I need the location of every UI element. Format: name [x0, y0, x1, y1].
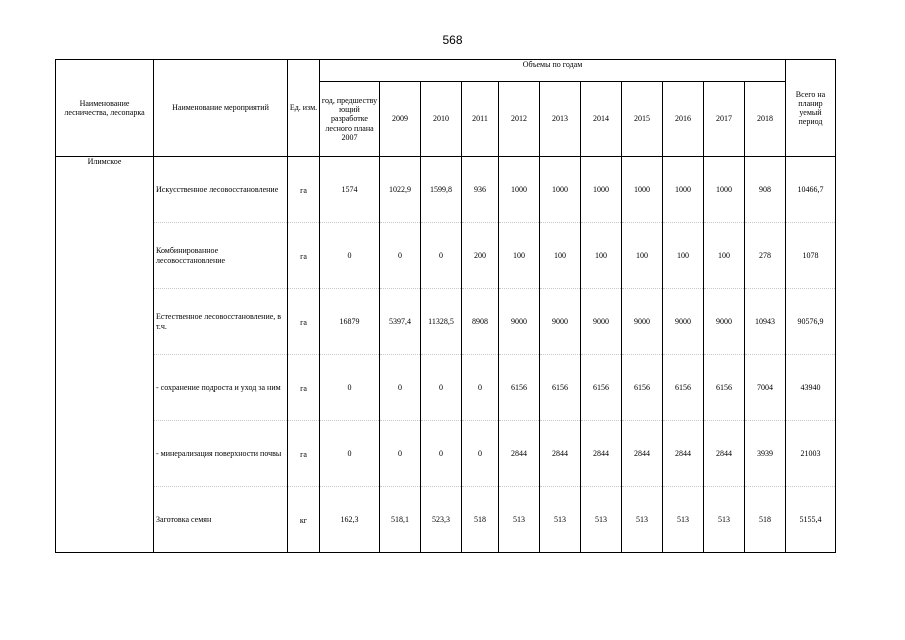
value-cell: 513 [622, 487, 663, 553]
header-total: Всего на планир уемый период [786, 60, 836, 157]
value-cell: 518,1 [380, 487, 421, 553]
header-year: 2016 [663, 82, 704, 157]
value-cell: 2844 [581, 421, 622, 487]
value-cell: 0 [320, 421, 380, 487]
value-cell: 2844 [540, 421, 581, 487]
value-cell: 0 [380, 223, 421, 289]
total-cell: 90576,9 [786, 289, 836, 355]
value-cell: 6156 [704, 355, 745, 421]
value-cell: 1599,8 [421, 157, 462, 223]
value-cell: 1000 [663, 157, 704, 223]
value-cell: 0 [421, 421, 462, 487]
unit-cell: кг [288, 487, 320, 553]
table-row [56, 487, 836, 553]
value-cell: 513 [499, 487, 540, 553]
value-cell: 0 [380, 355, 421, 421]
value-cell: 1022,9 [380, 157, 421, 223]
value-cell: 9000 [581, 289, 622, 355]
value-cell: 6156 [581, 355, 622, 421]
value-cell: 6156 [499, 355, 540, 421]
header-year: год, предшеству ющий разработке лесного плана 2007 [320, 82, 380, 157]
value-cell: 2844 [499, 421, 540, 487]
value-cell: 9000 [622, 289, 663, 355]
header-year: 2012 [499, 82, 540, 157]
header-year: 2011 [462, 82, 499, 157]
value-cell: 908 [745, 157, 786, 223]
value-cell: 9000 [663, 289, 704, 355]
value-cell: 100 [663, 223, 704, 289]
value-cell: 2844 [663, 421, 704, 487]
header-volumes-by-year: Объемы по годам [320, 60, 786, 82]
value-cell: 9000 [704, 289, 745, 355]
value-cell: 1000 [499, 157, 540, 223]
unit-cell: га [288, 289, 320, 355]
measure-name-cell: Комбинированное лесовосстановление [154, 223, 288, 289]
total-cell: 43940 [786, 355, 836, 421]
table-row [56, 223, 836, 289]
value-cell: 10943 [745, 289, 786, 355]
value-cell: 1000 [704, 157, 745, 223]
total-cell: 1078 [786, 223, 836, 289]
value-cell: 2844 [622, 421, 663, 487]
page-number: 568 [442, 33, 463, 47]
header-lesnichestvo: Наименование лесничества, лесопарка [56, 60, 154, 157]
value-cell: 100 [540, 223, 581, 289]
table-row [56, 157, 836, 223]
table-body [56, 157, 836, 553]
value-cell: 2844 [704, 421, 745, 487]
lesnichestvo-cell: Илимское [56, 157, 154, 553]
value-cell: 16879 [320, 289, 380, 355]
value-cell: 200 [462, 223, 499, 289]
header-year: 2017 [704, 82, 745, 157]
value-cell: 523,3 [421, 487, 462, 553]
value-cell: 7004 [745, 355, 786, 421]
unit-cell: га [288, 157, 320, 223]
measure-name-cell: - минерализация поверхности почвы [154, 421, 288, 487]
value-cell: 5397,4 [380, 289, 421, 355]
total-cell: 5155,4 [786, 487, 836, 553]
unit-cell: га [288, 223, 320, 289]
measure-name-cell: - сохранение подроста и уход за ним [154, 355, 288, 421]
value-cell: 513 [704, 487, 745, 553]
value-cell: 11328,5 [421, 289, 462, 355]
value-cell: 0 [421, 223, 462, 289]
value-cell: 9000 [540, 289, 581, 355]
value-cell: 0 [462, 421, 499, 487]
value-cell: 3939 [745, 421, 786, 487]
value-cell: 513 [581, 487, 622, 553]
table-row [56, 421, 836, 487]
header-year: 2014 [581, 82, 622, 157]
value-cell: 9000 [499, 289, 540, 355]
header-year: 2010 [421, 82, 462, 157]
unit-cell: га [288, 421, 320, 487]
header-unit: Ед. изм. [288, 60, 320, 157]
value-cell: 518 [462, 487, 499, 553]
forest-restoration-table [55, 59, 836, 553]
value-cell: 513 [663, 487, 704, 553]
value-cell: 1000 [581, 157, 622, 223]
value-cell: 100 [622, 223, 663, 289]
header-year: 2013 [540, 82, 581, 157]
header-year: 2015 [622, 82, 663, 157]
value-cell: 6156 [622, 355, 663, 421]
header-meropriyatie: Наименование мероприятий [154, 60, 288, 157]
value-cell: 6156 [540, 355, 581, 421]
value-cell: 0 [380, 421, 421, 487]
measure-name-cell: Естественное лесовосстановление, в т.ч. [154, 289, 288, 355]
value-cell: 6156 [663, 355, 704, 421]
value-cell: 936 [462, 157, 499, 223]
header-year: 2009 [380, 82, 421, 157]
value-cell: 8908 [462, 289, 499, 355]
value-cell: 162,3 [320, 487, 380, 553]
value-cell: 100 [499, 223, 540, 289]
unit-cell: га [288, 355, 320, 421]
value-cell: 278 [745, 223, 786, 289]
value-cell: 0 [421, 355, 462, 421]
table-row [56, 289, 836, 355]
value-cell: 513 [540, 487, 581, 553]
header-year: 2018 [745, 82, 786, 157]
value-cell: 0 [320, 223, 380, 289]
value-cell: 100 [581, 223, 622, 289]
table-row [56, 355, 836, 421]
value-cell: 1000 [540, 157, 581, 223]
value-cell: 1574 [320, 157, 380, 223]
value-cell: 0 [320, 355, 380, 421]
value-cell: 0 [462, 355, 499, 421]
measure-name-cell: Искусственное лесовосстановление [154, 157, 288, 223]
value-cell: 1000 [622, 157, 663, 223]
total-cell: 21003 [786, 421, 836, 487]
value-cell: 518 [745, 487, 786, 553]
value-cell: 100 [704, 223, 745, 289]
total-cell: 10466,7 [786, 157, 836, 223]
measure-name-cell: Заготовка семян [154, 487, 288, 553]
